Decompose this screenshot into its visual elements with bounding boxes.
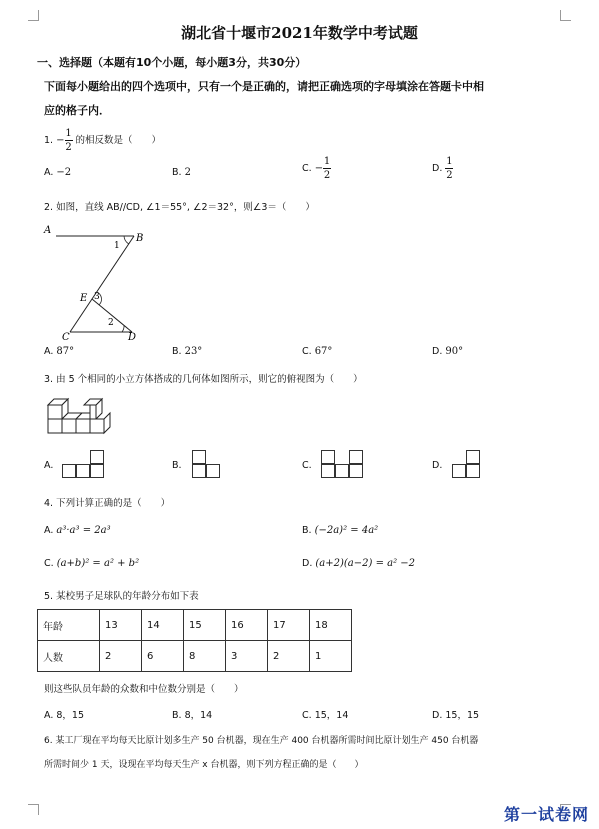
question-6-line1: 6. 某工厂现在平均每天比原计划多生产 50 台机器，现在生产 400 台机器所需时间比原计划生产 450 台机器 bbox=[44, 736, 479, 746]
table-cell: 1 bbox=[310, 641, 352, 672]
angle-2-label: 2 bbox=[108, 318, 114, 328]
q1-option-c: C. − $\frac{1}{2}$ bbox=[302, 156, 331, 181]
table-cell: 15 bbox=[184, 610, 226, 641]
q3-option-c-label: C. bbox=[302, 460, 312, 471]
table-cell: 14 bbox=[142, 610, 184, 641]
top-view-square bbox=[90, 464, 104, 478]
top-view-square bbox=[321, 450, 335, 464]
cube-solid-figure bbox=[44, 395, 114, 437]
table-cell: 6 bbox=[142, 641, 184, 672]
q1-option-a: A. −2 bbox=[44, 167, 72, 178]
question-3: 3. 由 5 个相同的小立方体搭成的几何体如图所示，则它的俯视图为（ ） bbox=[44, 374, 363, 385]
watermark-logo: 第一试卷网 bbox=[503, 805, 589, 824]
question-number: 1. bbox=[44, 135, 54, 146]
top-view-square bbox=[76, 464, 90, 478]
section-heading: 一、选择题（本题有10个小题，每小题3分，共30分） bbox=[37, 56, 307, 69]
label-b: B bbox=[136, 233, 144, 244]
top-view-square bbox=[335, 464, 349, 478]
top-view-square bbox=[321, 464, 335, 478]
q4-option-a: A. a³·a³ = 2a³ bbox=[44, 525, 111, 536]
table-cell: 17 bbox=[268, 610, 310, 641]
table-cell: 16 bbox=[226, 610, 268, 641]
geometry-figure bbox=[40, 222, 150, 342]
question-2: 2. 如图，直线 AB//CD, ∠1＝55°, ∠2＝32°，则∠3＝（ ） bbox=[44, 202, 315, 213]
question-4: 4. 下列计算正确的是（ ） bbox=[44, 498, 171, 509]
fraction bbox=[65, 128, 73, 153]
q3-option-a-label: A. bbox=[44, 460, 54, 471]
question-text: 的相反数是（ ） bbox=[75, 135, 162, 146]
top-view-square bbox=[206, 464, 220, 478]
q2-option-b: B. 23° bbox=[172, 346, 203, 357]
table-cell: 8 bbox=[184, 641, 226, 672]
table-row bbox=[38, 641, 352, 672]
top-view-square bbox=[466, 450, 480, 464]
q1-option-d: D. $\frac{1}{2}$ bbox=[432, 156, 453, 181]
q2-option-c: C. 67° bbox=[302, 346, 333, 357]
table-cell: 2 bbox=[100, 641, 142, 672]
top-view-square bbox=[192, 450, 206, 464]
table-cell: 18 bbox=[310, 610, 352, 641]
crop-mark bbox=[560, 10, 571, 21]
top-view-square bbox=[466, 464, 480, 478]
top-view-square bbox=[90, 450, 104, 464]
q5-option-b: B. 8，14 bbox=[172, 710, 213, 721]
q5-question: 则这些队员年龄的众数和中位数分别是（ ） bbox=[44, 684, 244, 695]
label-e: E bbox=[80, 293, 88, 304]
instructions-line1: 下面每小题给出的四个选项中，只有一个是正确的，请把正确选项的字母填涂在答题卡中相 bbox=[44, 80, 484, 93]
minus-sign: − bbox=[56, 135, 65, 146]
line-bc bbox=[70, 236, 134, 332]
table-cell: 2 bbox=[268, 641, 310, 672]
label-a: A bbox=[44, 225, 52, 236]
q5-option-c: C. 15，14 bbox=[302, 710, 349, 721]
q4-option-d: D. (a+2)(a−2) = a² −2 bbox=[302, 558, 416, 569]
top-view-square bbox=[62, 464, 76, 478]
label-c: C bbox=[62, 332, 70, 342]
table-cell: 3 bbox=[226, 641, 268, 672]
q2-option-d: D. 90° bbox=[432, 346, 464, 357]
angle-3-label: 3 bbox=[94, 292, 100, 302]
q5-option-d: D. 15，15 bbox=[432, 710, 480, 721]
table-cell: 人数 bbox=[38, 641, 100, 672]
q3-option-b-label: B. bbox=[172, 460, 182, 471]
q4-option-c: C. (a+b)² = a² + b² bbox=[44, 558, 140, 569]
q1-option-b: B. 2 bbox=[172, 167, 191, 178]
top-view-square bbox=[349, 450, 363, 464]
table-cell: 13 bbox=[100, 610, 142, 641]
angle-1-label: 1 bbox=[114, 241, 120, 251]
age-table bbox=[37, 609, 352, 672]
q3-option-d-label: D. bbox=[432, 460, 443, 471]
page-title: 湖北省十堰市2021年数学中考试题 bbox=[181, 24, 418, 42]
q2-option-a: A. 87° bbox=[44, 346, 75, 357]
q5-option-a: A. 8，15 bbox=[44, 710, 85, 721]
crop-mark bbox=[28, 804, 39, 815]
q4-option-b: B. (−2a)² = 4a² bbox=[302, 525, 379, 536]
label-d: D bbox=[128, 332, 137, 342]
top-view-square bbox=[349, 464, 363, 478]
top-view-square bbox=[452, 464, 466, 478]
table-row bbox=[38, 610, 352, 641]
instructions-line2: 应的格子内． bbox=[44, 104, 110, 117]
table-cell: 年龄 bbox=[38, 610, 100, 641]
crop-mark bbox=[28, 10, 39, 21]
question-6-line2: 所需时间少 1 天，设现在平均每天生产 x 台机器，则下列方程正确的是（ ） bbox=[44, 760, 364, 770]
top-view-square bbox=[192, 464, 206, 478]
numerator: 1 bbox=[65, 128, 72, 139]
question-5: 5. 某校男子足球队的年龄分布如下表 bbox=[44, 591, 199, 602]
question-1 bbox=[44, 128, 161, 153]
denominator: 2 bbox=[65, 142, 72, 153]
